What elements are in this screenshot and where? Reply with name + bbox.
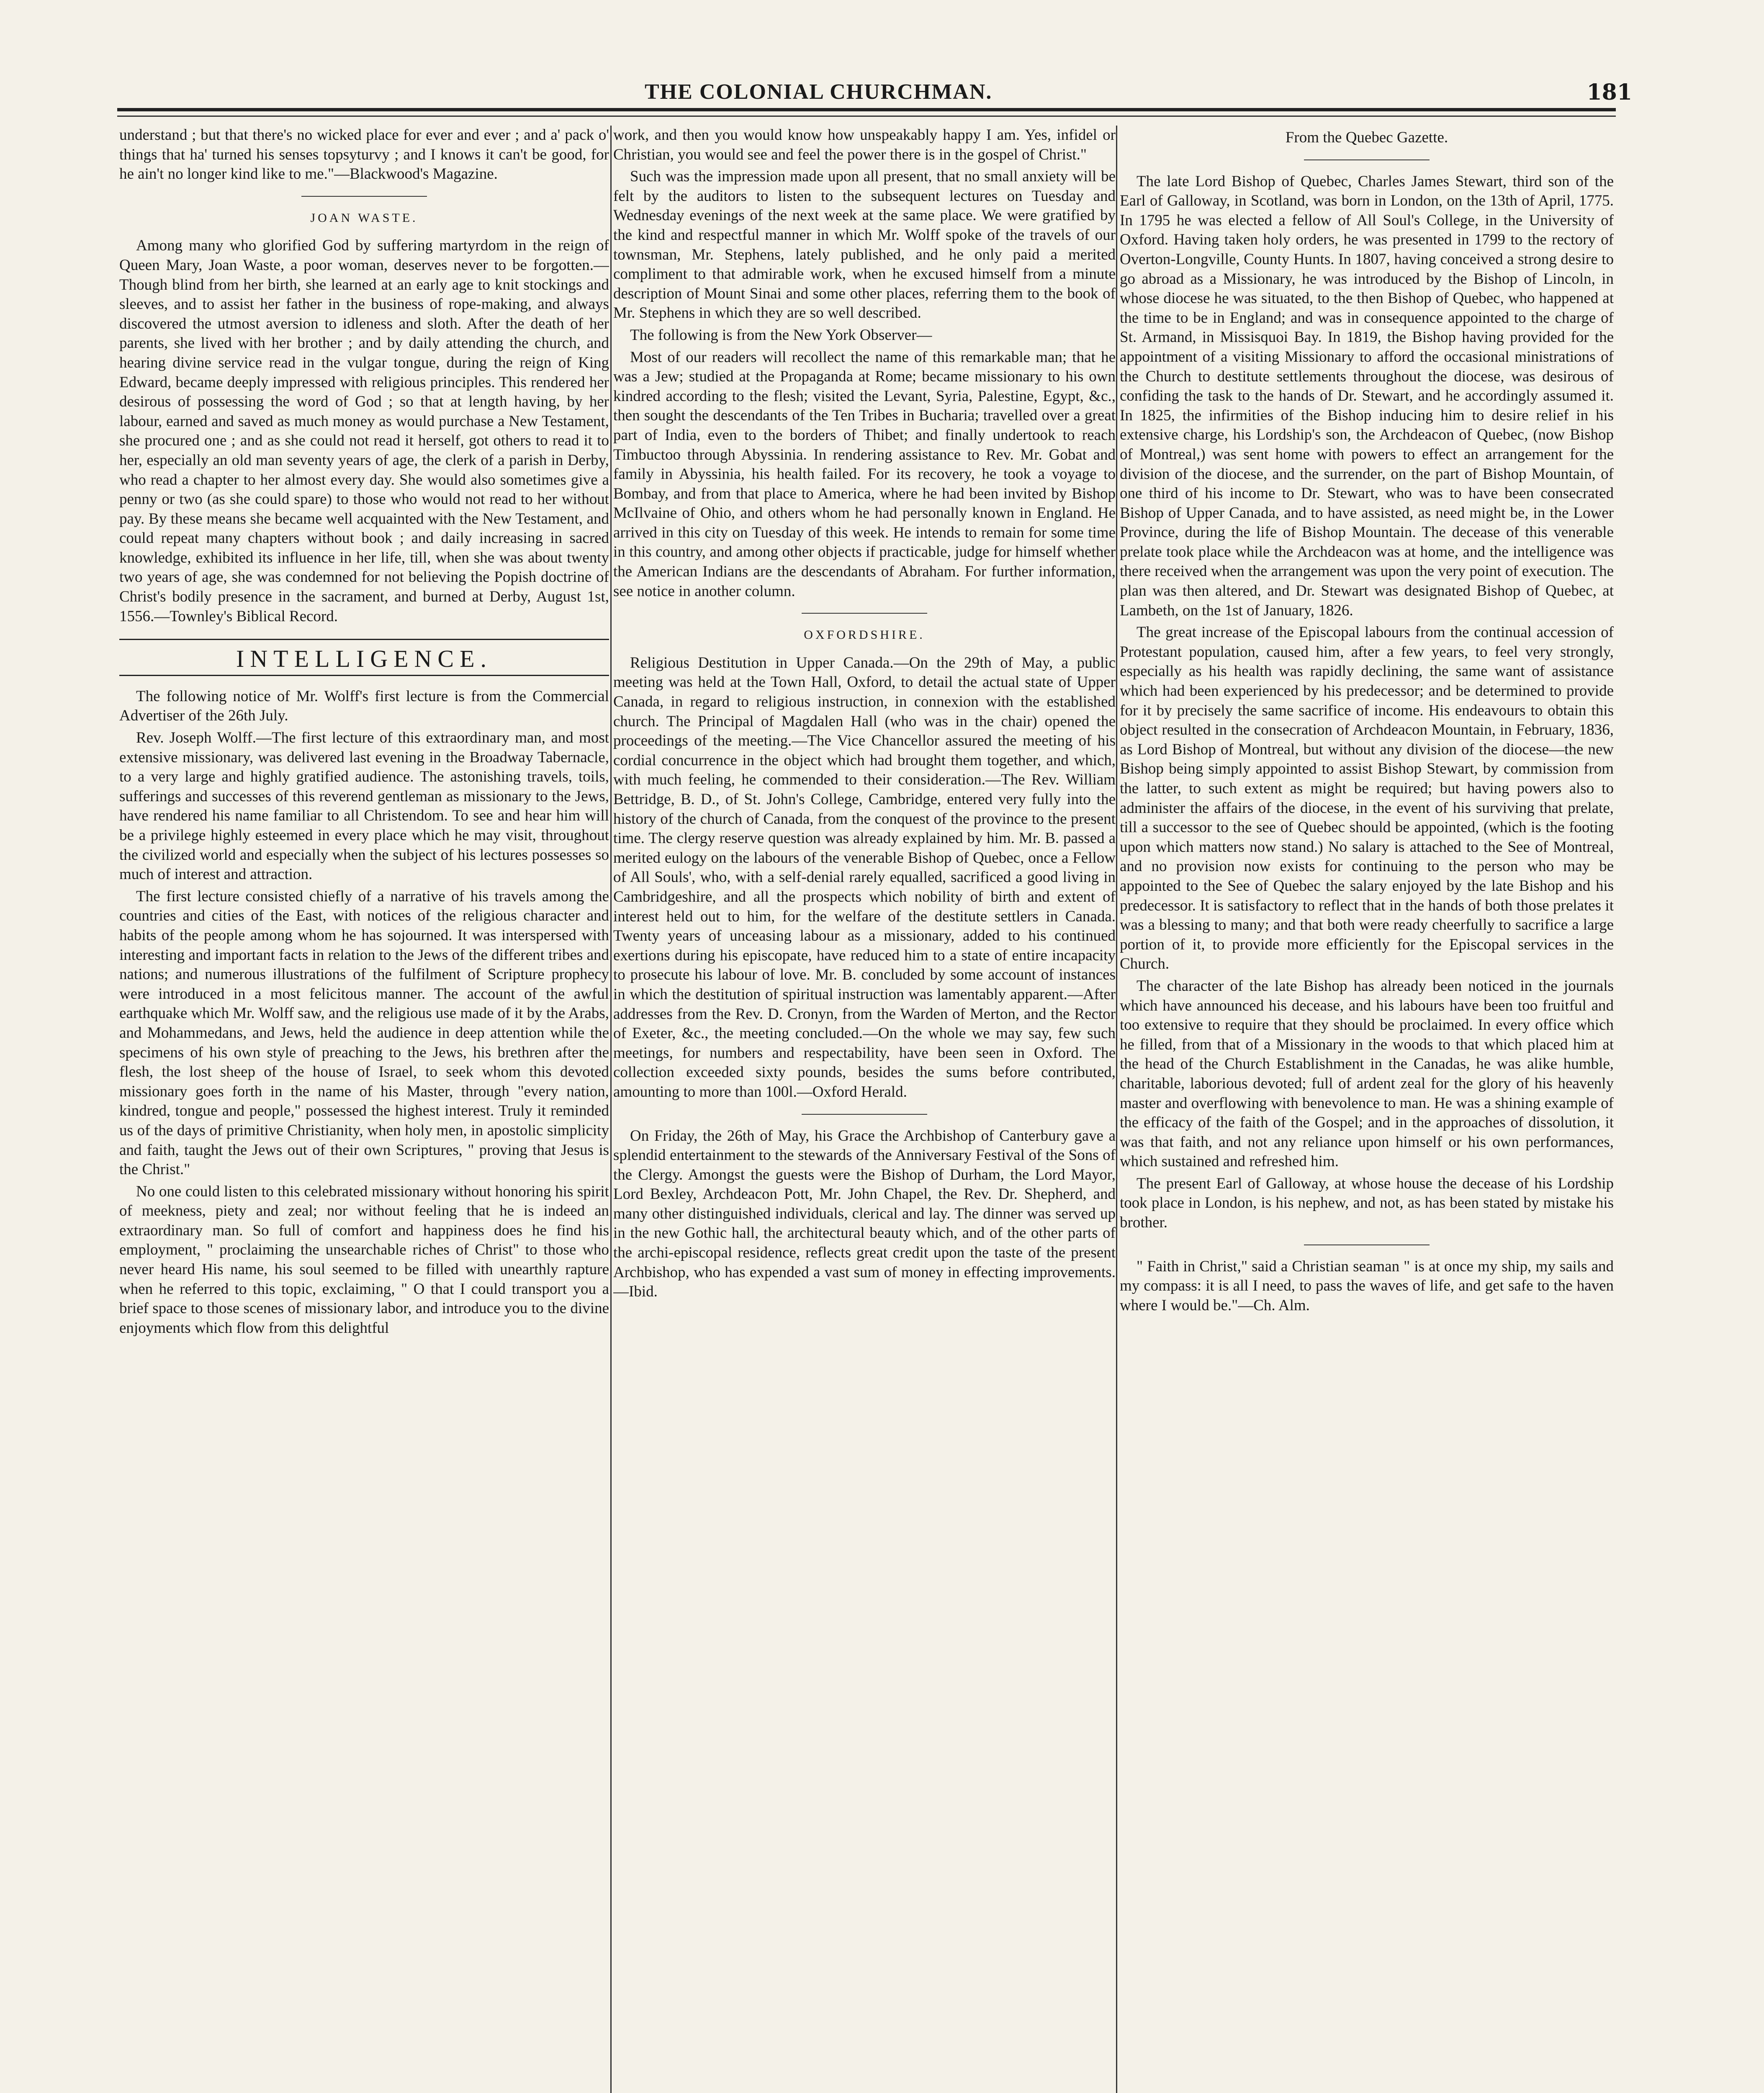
wolff-continued: work, and then you would know how unspeakably happy I am. Yes, infidel or Christian, you would see and feel the power there is in the gospel of Christ." — [613, 126, 1116, 163]
section-rule — [1304, 1244, 1430, 1245]
ny-observer-text: Most of our readers will recollect the name of this remarkable man; that he was a Jew; studied at the Propaganda at Rome; became missionary to his own kindred according to the flesh; visited the Levant, Syria, Palestine, Egypt, &c., then sought the descendants of the Ten Tribes in Bucharia; travelled over a great part of India, even to the borders of Thibet; and finally undertook to reach Timbuctoo through Abyssinia. In rendering assistance to Rev. Mr. Gobat and family in Abyssinia, his health failed. For its recovery, he took a voyage to Bombay, and from that place to America, where he had been invited by Bishop McIlvaine of Ohio, and others whom he had personally known in England. He arrived in this city on Tuesday of this week. He intends to remain for some time in this country, and among other objects if practicable, judge for himself whether the American Indians are the descendants of Abraham. For further information, see notice in another column. — [613, 348, 1116, 600]
intelligence-heading: INTELLIGENCE. — [119, 639, 609, 676]
oxfordshire-heading: OXFORDSHIRE. — [804, 628, 925, 642]
ny-observer-intro: The following is from the New York Observer— — [630, 326, 932, 344]
page-number: 181 — [1587, 80, 1632, 105]
section-rule — [301, 196, 427, 197]
joan-waste-heading: JOAN WASTE. — [310, 211, 418, 225]
bishop-stewart-p4: The present Earl of Galloway, at whose house the decease of his Lordship took place in London, is his nephew, and not, as has been stated by mistake his brother. — [1120, 1175, 1614, 1232]
archbishop-article: On Friday, the 26th of May, his Grace the Archbishop of Canterbury gave a splendid entertainment to the stewards of the Anniversary Festival of the Sons of the Clergy. Amongst the guests were the Bishop of Durham, the Lord Mayor, Lord Bexley, Archdeacon Pott, Mr. John Chapel, the Rev. Dr. Shepherd, and many other distinguished individuals, clerical and lay. The dinner was served up in the new Gothic hall, the architectural beauty which, and of the other parts of the archi-episcopal residence, reflects great credit upon the taste of the present Archbishop, who has expended a vast sum of money in effecting improvements.—Ibid. — [613, 1127, 1116, 1301]
masthead-rule-thick — [117, 108, 1616, 111]
faith-in-christ-quote: " Faith in Christ," said a Christian seaman " is at once my ship, my sails and my compass: it is all I need, to pass the waves of life, and get safe to the haven where I would be."—Ch. Alm. — [1120, 1257, 1614, 1314]
wolff-intro: The following notice of Mr. Wolff's first lecture is from the Commercial Advertiser of the 26th July. — [119, 687, 609, 725]
blackwood-excerpt: understand ; but that there's no wicked place for ever and ever ; and a' pack o' things that ha' turned his senses topsyturvy ; and I knows it can't be good, for he ain't no longer kind like to me."—Blackwood's Magazine. — [119, 126, 609, 183]
wolff-paragraph-3: No one could listen to this celebrated missionary without honoring his spirit of meekness, piety and zeal; nor without feeling that he is indeed an extraordinary man. So full of comfort and happiness does he find his employment, " proclaiming the unsearchable riches of Christ" to those who never heard His name, his soul seemed to be filled with unearthly rapture when he referred to this topic, exclaiming, " O that I could transport you a brief space to those scenes of missionary labor, and introduce you to the divine enjoyments which flow from this delightful — [119, 1183, 609, 1337]
column-divider-2 — [1116, 126, 1117, 2093]
joan-waste-article: Among many who glorified God by suffering martyrdom in the reign of Queen Mary, Joan Waste, a poor woman, deserves never to be forgotten.—Though blind from her birth, she learned at an early age to knit stockings and sleeves, and to assist her father in the business of rope-making, and always discovered the utmost aversion to idleness and sloth. After the death of her parents, she lived with her brother ; and by daily attending the church, and hearing divine service read in the vulgar tongue, during the reign of King Edward, became deeply impressed with religious principles. This rendered her desirous of possessing the word of God ; so that at length having, by her labour, earned and saved as much money as would purchase a New Testament, she procured one ; and as she could not read it herself, got others to read it to her, especially an old man seventy years of age, the clerk of a parish in Derby, who read a chapter to her almost every day. She would also sometimes give a penny or two (as she could spare) to those who would not read to her without pay. By these means she became well acquainted with the New Testament, and could repeat many chapters without book ; and daily increasing in sacred knowledge, exhibited its influence in her life, till, when she was about twenty two years of age, she was condemned for not believing the Popish doctrine of Christ's bodily presence in the sacrament, and burned at Derby, August 1st, 1556.—Townley's Biblical Record. — [119, 237, 609, 625]
oxfordshire-article: Religious Destitution in Upper Canada.—On the 29th of May, a public meeting was held at the Town Hall, Oxford, to detail the actual state of Upper Canada, in regard to religious instruction, in connexion with the established church. The Principal of Magdalen Hall (who was in the chair) opened the proceedings of the meeting.—The Vice Chancellor assured the meeting of his cordial concurrence in the object which had brought them together, and which, with much feeling, he commended to their consideration.—The Rev. William Bettridge, B. D., of St. John's College, Cambridge, entered very fully into the history of the church of Canada, from the conquest of the province to the present time. The clergy reserve question was already explained by him. Mr. B. passed a merited eulogy on the labours of the venerable Bishop of Quebec, once a Fellow of All Souls', who, with a self-denial rarely equalled, sacrificed a good living in Cambridgeshire, and all the prospects which nobility of birth and extent of interest held out to him, for the welfare of the destitute settlers in Canada. Twenty years of unceasing labour as a missionary, added to his continued exertions during his episcopate, have reduced him to a state of entire incapacity to prosecute his labour of love. Mr. B. concluded by some account of instances in which the destitution of spiritual instruction was lamentably apparent.—After addresses from the Rev. D. Cronyn, from the Warden of Merton, and the Rector of Exeter, &c., the meeting concluded.—On the whole we may say, few such meetings, for numbers and respectability, have been seen in Oxford. The collection exceeded sixty pounds, besides the sums before contributed, amounting to more than 100l.—Oxford Herald. — [613, 654, 1116, 1100]
wolff-impression: Such was the impression made upon all present, that no small anxiety will be felt by the auditors to listen to the subsequent lectures on Tuesday and Wednesday evenings of the next week at the same place. We were gratified by the kind and respectful manner in which Mr. Wolff spoke of the travels of our townsman, Mr. Stephens, lately published, and he only paid a merited compliment to that admirable work, when he excused himself from a minute description of Mount Sinai and some other places, referring them to the book of Mr. Stephens in which they are so well described. — [613, 168, 1116, 322]
wolff-paragraph-1: Rev. Joseph Wolff.—The first lecture of this extraordinary man, and most extensive missionary, was delivered last evening in the Broadway Tabernacle, to a very large and highly gratified audience. The astonishing travels, toils, sufferings and successes of this reverend gentleman as missionary to the Jews, have rendered his name familiar to all Christendom. To see and hear him will be a privilege highly esteemed in every place which he may visit, throughout the civilized world and especially when the subject of his lectures possesses so much of interest and attraction. — [119, 729, 609, 883]
bishop-stewart-p3: The character of the late Bishop has already been noticed in the journals which have announced his decease, and his labours have been too fruitful and too extensive to require that they should be proclaimed. In every office which he filled, from that of a Missionary in the woods to that which placed him at the head of the Church Establishment in the Canadas, he was alike humble, charitable, laborious devoted; full of ardent zeal for the glory of his heavenly master and overflowing with benevolence to man. He was a shining example of the efficacy of the faith of the Gospel; and in the approaches of dissolution, it was that faith, and not any reliance upon himself or his own performances, which sustained and refreshed him. — [1120, 977, 1614, 1170]
bishop-stewart-p1: The late Lord Bishop of Quebec, Charles James Stewart, third son of the Earl of Galloway, in Scotland, was born in London, on the 13th of April, 1775. In 1795 he was elected a fellow of All Soul's College, in the University of Oxford. Having taken holy orders, he was presented in 1799 to the rectory of Overton-Longville, County Hunts. In 1807, having conceived a strong desire to go abroad as a Missionary, he was introduced by the Bishop of Lincoln, in whose diocese he was situated, to the then Bishop of Quebec, who happened at the time to be in England; and was in consequence appointed to the charge of St. Armand, in Missisquoi Bay. In 1819, the Bishop having provided for the appointment of a visiting Missionary to afford the occasional ministrations of the Church to destitute settlements throughout the diocese, was desirous of confiding the task to the hands of Dr. Stewart, and he accordingly assumed it. In 1825, the infirmities of the Bishop inducing him to desire relief in his extensive charge, his Lordship's son, the Archdeacon of Quebec, (now Bishop of Montreal,) was sent home with powers to effect an arrangement for the division of the diocese, and the surrender, on the part of Bishop Mountain, of one third of his income to Dr. Stewart, who was to have been consecrated Bishop of Upper Canada, and to have assisted, as need might be, in the Lower Province, during the life of Bishop Mountain. The decease of this venerable prelate took place while the Archdeacon was at home, and the intelligence was there received when the arrangement was upon the very point of execution. The plan was then altered, and Dr. Stewart was designated Bishop of Quebec, at Lambeth, on the 1st of January, 1826. — [1120, 172, 1614, 619]
column-2 — [613, 126, 1116, 2093]
section-rule — [1304, 159, 1430, 160]
section-rule — [802, 613, 927, 614]
column-1 — [119, 126, 609, 2093]
quebec-gazette-heading: From the Quebec Gazette. — [1285, 129, 1448, 146]
column-divider-1 — [610, 126, 612, 2093]
bishop-stewart-p2: The great increase of the Episcopal labours from the continual accession of Protestant population, caused him, after a few years, to feel very strongly, especially as his health was rapidly declining, the same want of assistance which had been experienced by his predecessor; and be determined to provide for it by precisely the same sacrifice of income. His endeavours to obtain this object resulted in the consecration of Archdeacon Mountain, in February, 1836, as Lord Bishop of Montreal, but without any division of the diocese—the new Bishop being simply appointed to assist Bishop Stewart, by commission from the latter, to such extent as might be required; but having powers also to administer the affairs of the diocese, in the event of his surviving that prelate, till a successor to the see of Quebec should be appointed, (which is the footing upon which matters now stand.) No salary is attached to the See of Montreal, and no provision now exists for continuing to the person who may be appointed to the See of Quebec the salary enjoyed by the late Bishop and his predecessor. It is satisfactory to reflect that in the hands of both those prelates it was a blessing to many; and that both were ready cheerfully to sacrifice a large portion of it, to provide more efficiently for the Episcopal services in the Church. — [1120, 624, 1614, 973]
column-3 — [1120, 126, 1614, 2093]
wolff-paragraph-2: The first lecture consisted chiefly of a narrative of his travels among the countries and cities of the East, with notices of the religious character and habits of the people among whom he has sojourned. It was interspersed with interesting and important facts in relation to the Jews of the different tribes and nations; and numerous illustrations of the fulfilment of Scripture prophecy were introduced in a most felicitous manner. The account of the awful earthquake which Mr. Wolff saw, and the religious use made of it by the Arabs, and Mohammedans, and Jews, held the audience in deep attention while the specimens of his own style of preaching to the Jews, his brethren after the flesh, the lost sheep of the house of Israel, to seek whom this devoted missionary goes forth in the name of his Master, through "every nation, kindred, tongue and people," possessed the highest interest. Truly it reminded us of the days of primitive Christianity, when holy men, in apostolic simplicity and faith, taught the Jews out of their own Scriptures, " proving that Jesus is the Christ." — [119, 887, 609, 1178]
section-rule — [802, 1114, 927, 1115]
masthead-title: THE COLONIAL CHURCHMAN. — [645, 80, 993, 104]
masthead-rule-thin — [117, 116, 1616, 117]
